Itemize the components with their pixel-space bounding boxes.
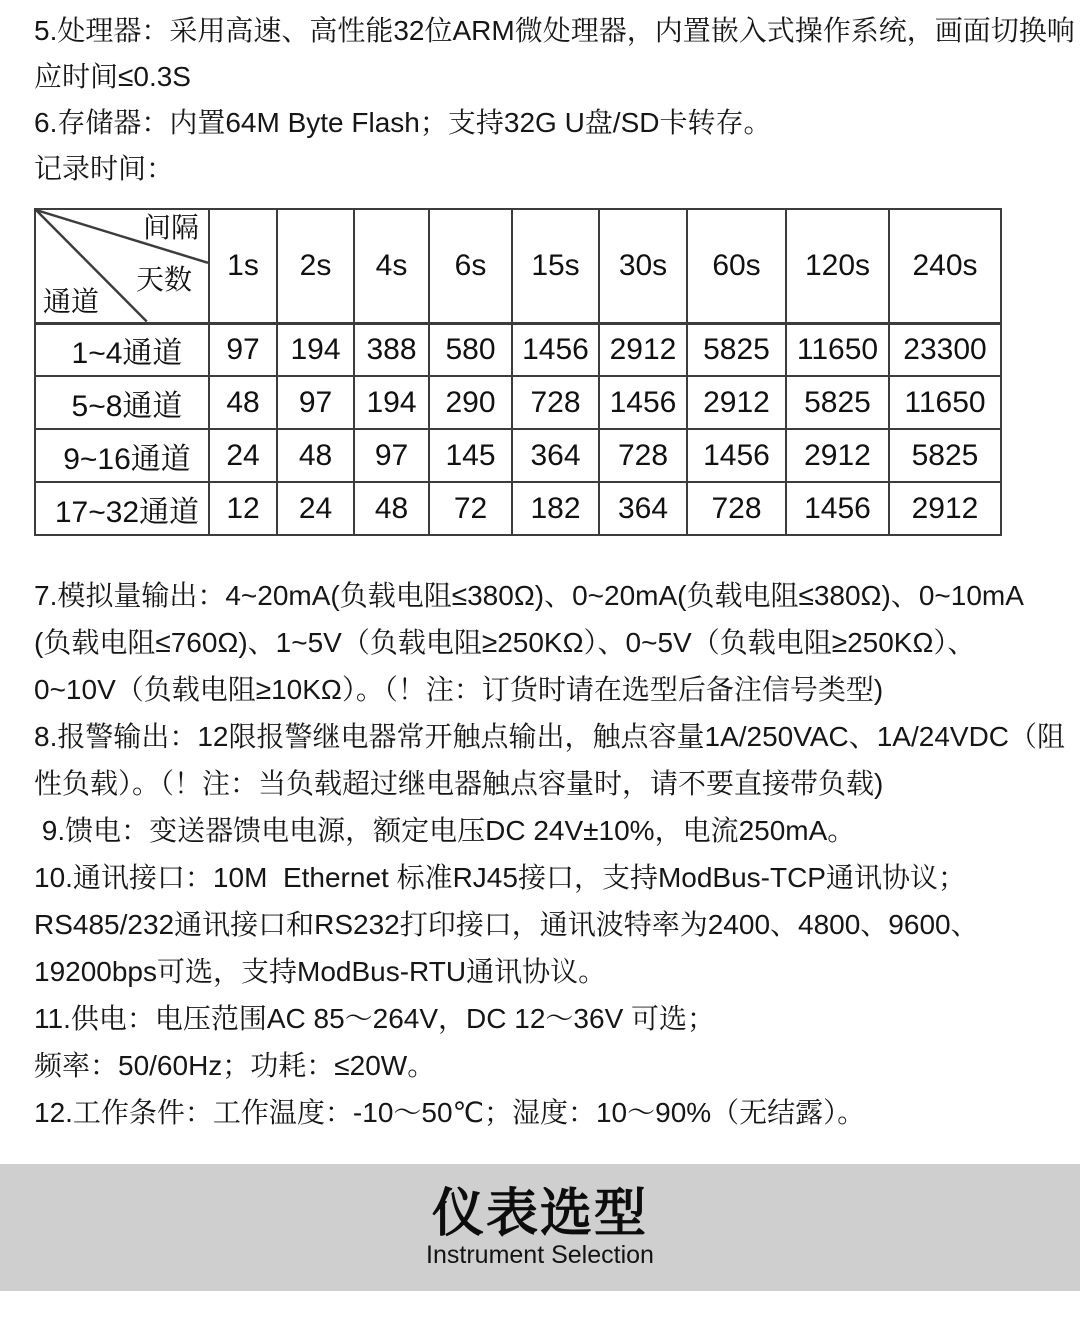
channel-row-label: 9~16通道 — [35, 429, 209, 482]
spec-text-top — [34, 8, 1075, 192]
spec-bottom-line-7: 10.通讯接口：10M Ethernet 标准RJ45接口，支持ModBus-TCP通讯协议； — [34, 862, 966, 893]
corner-label-days: 天数 — [135, 264, 192, 295]
record-days-cell: 48 — [277, 429, 354, 482]
table-row — [35, 429, 1001, 482]
record-days-cell: 2912 — [599, 323, 687, 376]
interval-column-header: 4s — [354, 209, 429, 323]
record-days-cell: 11650 — [889, 376, 1001, 429]
spec-bottom-line-5: 性负载）。（！注：当负载超过继电器触点容量时，请不要直接带负载) — [34, 768, 884, 799]
channel-row-label: 5~8通道 — [35, 376, 209, 429]
banner-title: 仪表选型 — [431, 1185, 648, 1243]
record-days-cell: 97 — [277, 376, 354, 429]
table-header-row — [35, 209, 1001, 323]
record-days-cell: 11650 — [786, 323, 889, 376]
record-days-cell: 1456 — [687, 429, 786, 482]
record-days-cell: 364 — [599, 482, 687, 535]
record-days-cell: 97 — [354, 429, 429, 482]
spec-bottom-line-8: RS485/232通讯接口和RS232打印接口，通讯波特率为2400、4800、9600、 — [34, 909, 979, 940]
corner-label-channel: 通道 — [43, 285, 100, 317]
record-days-cell: 182 — [512, 482, 599, 535]
record-days-cell: 728 — [512, 376, 599, 429]
record-days-cell: 1456 — [599, 376, 687, 429]
record-days-cell: 2912 — [786, 429, 889, 482]
spec-bottom-line-6: 9.馈电：变送器馈电电源，额定电压DC 24V±10%，电流250mA。 — [34, 815, 856, 846]
record-days-cell: 290 — [429, 376, 512, 429]
record-days-cell: 24 — [209, 429, 277, 482]
interval-column-header: 2s — [277, 209, 354, 323]
record-days-cell: 5825 — [786, 376, 889, 429]
diagonal-corner-cell — [35, 209, 209, 323]
spec-bottom-line-2: (负载电阻≤760Ω)、1~5V（负载电阻≥250KΩ）、0~5V（负载电阻≥250KΩ）、 — [34, 627, 976, 658]
spec-bottom-line-3: 0~10V（负载电阻≥10KΩ）。（！注：订货时请在选型后备注信号类型) — [34, 674, 884, 705]
record-days-cell: 194 — [277, 323, 354, 376]
channel-row-label: 1~4通道 — [35, 323, 209, 376]
spec-bottom-line-4: 8.报警输出：12限报警继电器常开触点输出，触点容量1A/250VAC、1A/24VDC（阻 — [34, 721, 1066, 752]
record-days-cell: 2912 — [889, 482, 1001, 535]
record-days-cell: 97 — [209, 323, 277, 376]
spec-text-bottom — [34, 572, 1066, 1136]
interval-column-header: 120s — [786, 209, 889, 323]
record-days-cell: 72 — [429, 482, 512, 535]
record-days-cell: 48 — [209, 376, 277, 429]
record-days-cell: 23300 — [889, 323, 1001, 376]
record-days-cell: 364 — [512, 429, 599, 482]
record-days-cell: 145 — [429, 429, 512, 482]
interval-column-header: 1s — [209, 209, 277, 323]
table-row — [35, 323, 1001, 376]
table-row — [35, 482, 1001, 535]
spec-bottom-line-11: 频率：50/60Hz；功耗：≤20W。 — [34, 1050, 436, 1081]
interval-column-header: 30s — [599, 209, 687, 323]
interval-column-header: 15s — [512, 209, 599, 323]
record-days-cell: 728 — [599, 429, 687, 482]
corner-label-interval: 间隔 — [142, 212, 199, 243]
spec-bottom-line-1: 7.模拟量输出：4~20mA(负载电阻≤380Ω)、0~20mA(负载电阻≤380Ω)、0~10mA — [34, 580, 1024, 611]
record-days-cell: 580 — [429, 323, 512, 376]
spec-bottom-line-10: 11.供电：电压范围AC 85～264V，DC 12～36V 可选； — [34, 1003, 716, 1034]
interval-column-header: 60s — [687, 209, 786, 323]
record-days-cell: 48 — [354, 482, 429, 535]
record-days-cell: 194 — [354, 376, 429, 429]
record-days-cell: 5825 — [687, 323, 786, 376]
record-days-cell: 24 — [277, 482, 354, 535]
interval-column-header: 240s — [889, 209, 1001, 323]
record-days-cell: 728 — [687, 482, 786, 535]
record-time-table — [34, 208, 1002, 536]
record-days-cell: 5825 — [889, 429, 1001, 482]
record-days-cell: 1456 — [512, 323, 599, 376]
record-days-cell: 388 — [354, 323, 429, 376]
table-row — [35, 376, 1001, 429]
spec-top-line-4: 记录时间： — [34, 153, 175, 184]
spec-bottom-line-12: 12.工作条件：工作温度：-10～50℃；湿度：10～90%（无结露）。 — [34, 1097, 866, 1128]
channel-row-label: 17~32通道 — [35, 482, 209, 535]
interval-column-header: 6s — [429, 209, 512, 323]
instrument-selection-banner — [0, 1164, 1080, 1291]
spec-top-line-1: 5.处理器：采用高速、高性能32位ARM微处理器，内置嵌入式操作系统，画面切换响 — [34, 15, 1075, 46]
record-days-cell: 2912 — [687, 376, 786, 429]
spec-top-line-2: 应时间≤0.3S — [34, 61, 191, 92]
banner-subtitle: Instrument Selection — [426, 1241, 654, 1269]
record-days-cell: 12 — [209, 482, 277, 535]
spec-bottom-line-9: 19200bps可选，支持ModBus-RTU通讯协议。 — [34, 956, 607, 987]
spec-top-line-3: 6.存储器：内置64M Byte Flash；支持32G U盘/SD卡转存。 — [34, 107, 772, 138]
record-days-cell: 1456 — [786, 482, 889, 535]
